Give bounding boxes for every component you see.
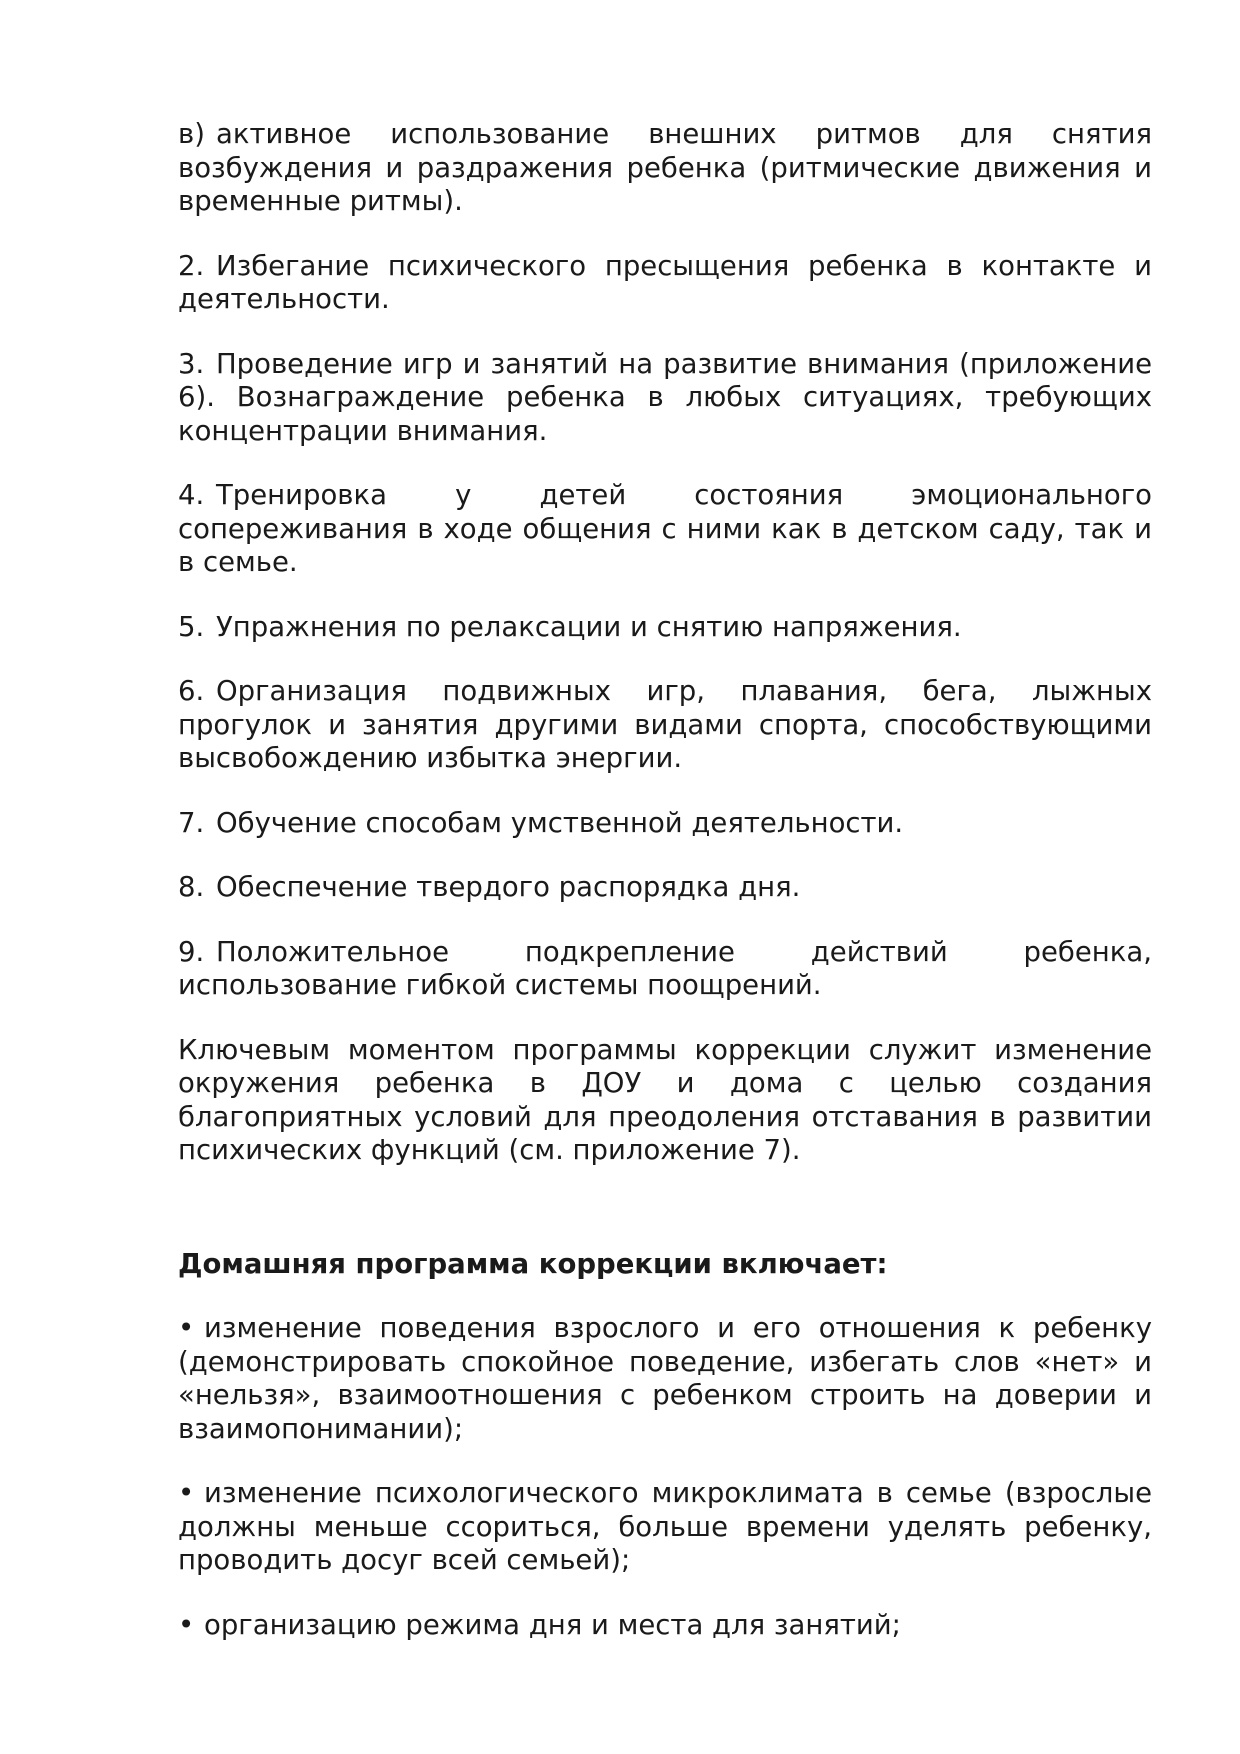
list-item-text: Обучение способам умственной деятельности. [216, 806, 904, 839]
list-marker: 5. [178, 610, 205, 643]
bullet-item [178, 1609, 1152, 1643]
bullet-text: изменение поведения взрослого и его отношения к ребенку (демонстрировать спокойное поведение, избегать слов «нет» и «нельзя», взаимоотношения с ребенком строить на доверии и взаимопонимании); [178, 1312, 1152, 1445]
list-item [178, 479, 1152, 580]
list-item-text: Обеспечение твердого распорядка дня. [216, 871, 801, 903]
list-marker: 3. [178, 347, 205, 380]
list-item [178, 807, 1152, 841]
list-marker: 2. [178, 249, 205, 282]
key-paragraph: Ключевым моментом программы коррекции служит изменение окружения ребенка в ДОУ и дома с целью создания благоприятных условий для преодоления отставания в развитии психических функций (см. приложение 7). [178, 1033, 1152, 1166]
list-marker: 7. [178, 806, 205, 839]
bullet-item [178, 1312, 1152, 1446]
bullet-marker: • [178, 1608, 195, 1641]
list-item [178, 118, 1152, 219]
bullet-marker: • [178, 1312, 195, 1344]
list-item [178, 675, 1152, 776]
list-item [178, 348, 1152, 449]
list-item-text: Организация подвижных игр, плавания, бега, лыжных прогулок и занятия другими видами спорта, способствующими высвобождению избытка энергии. [178, 675, 1152, 774]
bullet-item [178, 1477, 1152, 1578]
document-page [178, 118, 1152, 1673]
list-marker: 8. [178, 871, 205, 903]
bullet-marker: • [178, 1477, 195, 1509]
list-item-text: активное использование внешних ритмов для снятия возбуждения и раздражения ребенка (ритмические движения и временные ритмы). [178, 118, 1152, 217]
list-marker: 6. [178, 675, 205, 707]
list-item [178, 611, 1152, 645]
bullet-text: организацию режима дня и места для занятий; [204, 1608, 901, 1641]
list-item-text: Тренировка у детей состояния эмоционального сопереживания в ходе общения с ними как в детском саду, так и в семье. [178, 479, 1152, 578]
list-item [178, 936, 1152, 1003]
section-heading: Домашняя программа коррекции включает: [178, 1247, 888, 1280]
list-item-text: Проведение игр и занятий на развитие внимания (приложение 6). Вознаграждение ребенка в любых ситуациях, требующих концентрации внимания. [178, 347, 1152, 447]
list-marker: 4. [178, 479, 205, 511]
bullet-text: изменение психологического микроклимата в семье (взрослые должны меньше ссориться, больше времени уделять ребенку, проводить досуг всей семьей); [178, 1477, 1152, 1576]
list-item-text: Упражнения по релаксации и снятию напряжения. [216, 610, 962, 643]
list-marker: 9. [178, 935, 205, 968]
list-item-text: Избегание психического пресыщения ребенка в контакте и деятельности. [178, 249, 1152, 315]
list-item [178, 871, 1152, 905]
list-item-text: Положительное подкрепление действий ребенка, использование гибкой системы поощрений. [178, 935, 1152, 1001]
list-marker: в) [178, 118, 205, 150]
list-item [178, 250, 1152, 317]
